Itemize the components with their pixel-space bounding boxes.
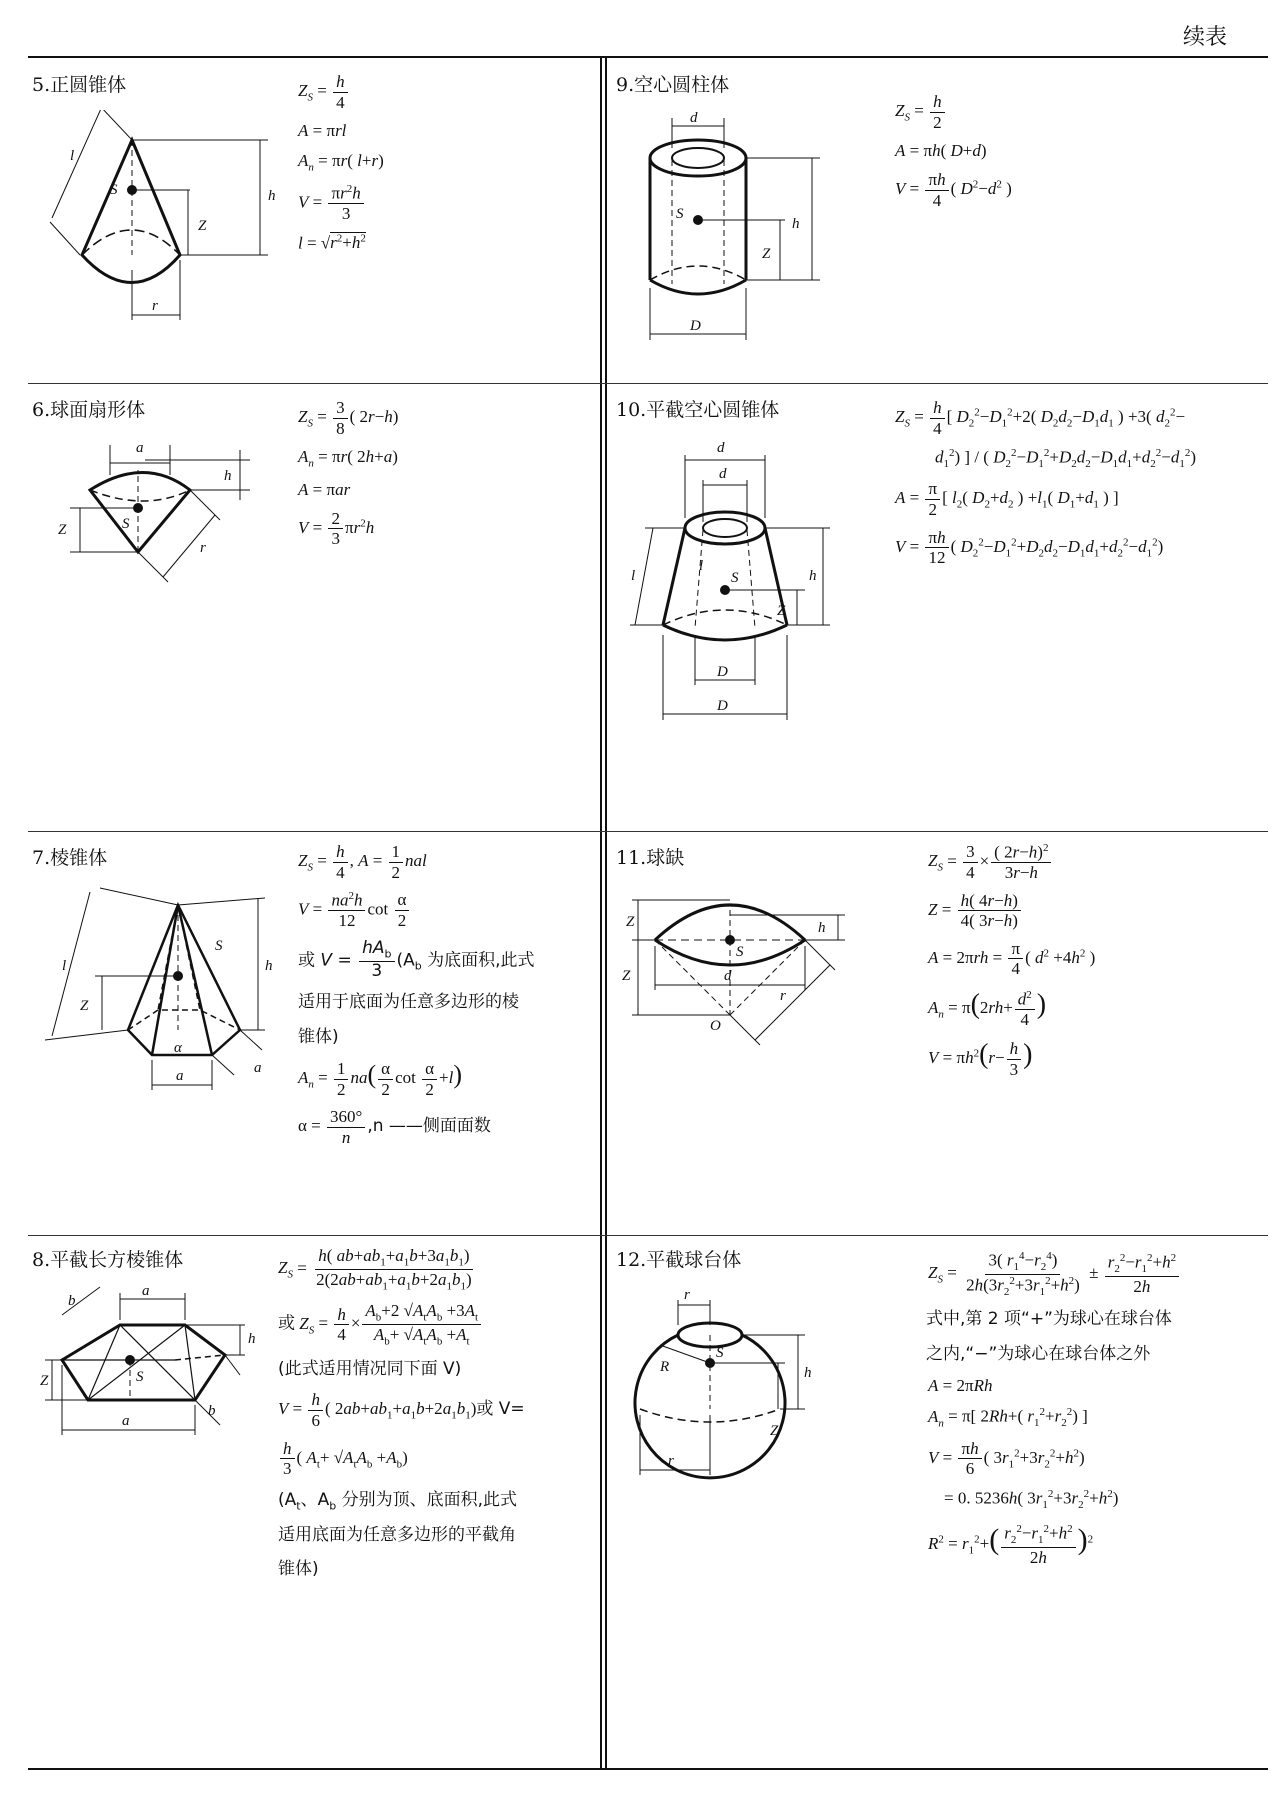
section-12-title: 12.平截球台体: [616, 1249, 742, 1271]
hollow-cone-label-d2: d: [717, 440, 725, 456]
zone-label-zs: Z: [770, 1423, 779, 1439]
section-8-formulas: $Z_S$ = $\frac{h( ab+ab_1+a_1b+3a_1b_1)}{2(2ab+ab_1+a_1b+2a_1b_1)}$ 或 $Z_S$ = $\frac{h}{4}$ × $\frac{A_b+2 √A_tA_b +3A_t}{A_b+ √A_tA_b +A_t}$ (此式适用情况同下面 V) V = $\frac{h}{6}$ ( $2ab+ab_1+a_1b+2a_1b_1$)或 V= $\frac{h}{3}$ ( $A_t+ √A_tA_b +A_b$) ($A_t$、$A_b$ 分别为顶、底面积,此式 适用底面为任意多边形的平截角 锥体): [278, 1246, 525, 1591]
pyramid-label-zs: Z: [80, 998, 89, 1014]
s8-note2b: 、A: [300, 1489, 330, 1510]
hollow-cyl-label-h: h: [792, 216, 800, 232]
frustum-label-s: S: [136, 1369, 144, 1385]
hollow-cone-label-D1: D: [717, 664, 728, 680]
cone-label-zs: Z: [198, 218, 207, 234]
row-divider-1: [28, 383, 1268, 384]
s8-note2a: (A: [278, 1489, 297, 1510]
section-6-title: 6.球面扇形体: [32, 399, 146, 421]
frustum-label-b: b: [208, 1403, 216, 1419]
s8-note2c: 分别为顶、底面积,此式: [341, 1489, 518, 1510]
section-11-formulas: $Z_S$ = $\frac{3}{4}$ × $\frac{( 2r-h)^2}{3r-h}$ Z = $\frac{h( 4r-h)}{4( 3r-h)}$ A = 2πrh = $\frac{\pi}{4}$ ( $d^2 +4h^2$ ) $A_n = \pi(2rh+$ $\frac{d^2}{4}$ ) $V = \pi h^2(r-$ $\frac{h}{3}$ ): [928, 842, 1096, 1079]
sector-label-h: h: [224, 468, 232, 484]
frustum-label-a: a: [122, 1413, 130, 1429]
frustum-label-b1: b: [68, 1293, 76, 1309]
section-7-title: 7.棱锥体: [32, 847, 108, 869]
rectangular-frustum-figure: [40, 1285, 270, 1465]
cone-label-s: S: [110, 182, 118, 198]
sector-label-r: r: [200, 540, 206, 556]
sector-label-zs: Z: [58, 522, 67, 538]
s7-note-a: (A: [396, 950, 415, 971]
section-5-formulas: $Z_S$ = $\frac{h}{4}$ A = πrl $A_n = \pi r$( l+r) V = $\frac{\pi r^2h}{3}$ $l = √r^2+h^2$: [298, 72, 384, 253]
hollow-cyl-label-D: D: [690, 318, 701, 334]
zone-label-s: S: [716, 1345, 724, 1361]
pyramid-label-alpha: α: [174, 1040, 182, 1056]
hollow-cone-label-D2: D: [717, 698, 728, 714]
spherical-cap-figure: [620, 880, 850, 1060]
s7-note-b: 为底面积,此式: [427, 950, 535, 971]
continued-label: 续表: [1182, 25, 1227, 50]
sector-label-s: S: [122, 516, 130, 532]
center-divider-left: [600, 58, 602, 1768]
cone-label-l: l: [70, 148, 75, 164]
section-5-title: 5.正圆锥体: [32, 74, 127, 96]
section-11-title: 11.球缺: [616, 847, 685, 869]
section-10-formulas: $Z_S$ = $\frac{h}{4}$ [ $D_2^2-D_1^2+2$( $D_2d_2-D_1d_1$ ) +3( $d_2^2-$ $d_1^2$) ] / ( $D_2^2-D_1^2+D_2d_2-D_1d_1+d_2^2-d_1^2$) A = $\frac{\pi}{2}$ [ $l_2$( $D_2+d_2$ ) $+l_1$( $D_1+d_1$ ) ] V = $\frac{\pi h}{12}$ ( $D_2^2-D_1^2+D_2d_2-D_1d_1+d_2^2-d_1^2$): [895, 398, 1196, 568]
s12-note1: 式中,第 2 项“+”为球心在球台体: [926, 1309, 1172, 1330]
section-12-formulas: $Z_S$ = $\frac{3( r_1^4-r_2^4)}{2h(3r_2^2+3r_1^2+h^2)}$ ± $\frac{r_2^2-r_1^2+h^2}{2h}$ 式中,第 2 项“+”为球心在球台体 之内,“−”为球心在球台体之外 A = 2πRh $A_n = \pi$[ 2Rh+( $r_1^2+r_2^2$) ] V = $\frac{\pi h}{6}$ ( $3r_1^2+3r_2^2+h^2$) = 0. 5236h( $3r_1^2+3r_2^2+h^2$) $R^2 = r_1^2+$( $\frac{r_2^2-r_1^2+h^2}{2h}$ )$^2$: [928, 1250, 1181, 1575]
hollow-cyl-label-zs: Z: [762, 246, 771, 262]
s8-or-v: 或 V=: [476, 1399, 525, 1420]
cap-label-z: Z: [626, 914, 635, 930]
zone-label-R: R: [660, 1359, 670, 1375]
hollow-cyl-label-s: S: [676, 206, 684, 222]
hollow-cyl-label-d: d: [690, 110, 698, 126]
spherical-zone-figure: [620, 1285, 820, 1485]
hollow-cone-label-d1: d: [719, 466, 727, 482]
s7-note-c: 适用于底面为任意多边形的棱: [298, 992, 519, 1013]
spherical-sector-figure: [50, 430, 270, 600]
hollow-cylinder-figure: [620, 108, 840, 348]
section-9-formulas: $Z_S$ = $\frac{h}{2}$ A = πh( D+d) V = $\frac{\pi h}{4}$ ( $D^2-d^2$ ): [895, 92, 1012, 210]
cap-label-zs: Z: [622, 968, 631, 984]
pyramid-figure: [40, 880, 290, 1110]
zone-label-h: h: [804, 1365, 812, 1381]
pyramid-label-s: S: [215, 938, 223, 954]
bottom-rule: [28, 1768, 1268, 1770]
hollow-cone-frustum-figure: [625, 430, 845, 730]
cap-label-o: O: [710, 1018, 721, 1034]
section-10-title: 10.平截空心圆锥体: [616, 399, 780, 421]
frustum-label-h: h: [248, 1331, 256, 1347]
pyramid-label-l: l: [62, 958, 67, 974]
zone-label-r2: r: [684, 1287, 690, 1303]
center-divider-right: [605, 58, 607, 1768]
pyramid-label-a-side: a: [254, 1060, 262, 1076]
section-8-title: 8.平截长方棱锥体: [32, 1249, 184, 1271]
hollow-cone-label-l2: l: [631, 568, 636, 584]
zone-label-r1: r: [668, 1453, 674, 1469]
pyramid-label-a-bottom: a: [176, 1068, 184, 1084]
s7-or-prefix: 或: [298, 950, 315, 971]
hollow-cone-label-h: h: [809, 568, 817, 584]
section-6-formulas: $Z_S$ = $\frac{3}{8}$ ( 2r−h) $A_n = \pi r$( 2h+a) A = πar V = $\frac{2}{3}$ $\pi r^2h$: [298, 398, 399, 549]
frustum-label-zs: Z: [40, 1373, 49, 1389]
s8-note2d: 适用底面为任意多边形的平截角: [278, 1525, 516, 1546]
pyramid-label-h: h: [265, 958, 273, 974]
hollow-cone-label-l1: l: [699, 558, 704, 574]
row-divider-3: [28, 1235, 1268, 1236]
s8-note2e: 锥体): [278, 1559, 319, 1580]
hollow-cone-label-s: S: [731, 570, 739, 586]
section-9-title: 9.空心圆柱体: [616, 74, 730, 96]
top-rule: [28, 56, 1268, 58]
cap-label-d: d: [724, 968, 732, 984]
hollow-cone-label-zs: Z: [777, 603, 786, 619]
s8-or-prefix: 或: [278, 1313, 295, 1334]
cap-label-s: S: [736, 944, 744, 960]
cap-label-h: h: [818, 920, 826, 936]
s7-alpha-tail: ,n ——侧面面数: [367, 1116, 491, 1137]
s7-note-d: 锥体): [298, 1026, 339, 1047]
cone-label-h: h: [268, 188, 276, 204]
cap-label-r: r: [780, 988, 786, 1004]
row-divider-2: [28, 831, 1268, 832]
s12-note2: 之内,“−”为球心在球台体之外: [926, 1343, 1151, 1364]
cone-figure: [40, 110, 290, 335]
cone-label-r: r: [152, 298, 158, 314]
s8-note1: (此式适用情况同下面 V): [278, 1359, 462, 1380]
section-7-formulas: $Z_S$ = $\frac{h}{4}$ , A = $\frac{1}{2}$ nal V = $\frac{na^2h}{12}$ cot $\frac{\alpha}{2}$ 或 V = $\frac{hA_b}{3}$ ($A_b$ 为底面积,此式 适用于底面为任意多边形的棱 锥体) $A_n$ = $\frac{1}{2}$ na( $\frac{\alpha}{2}$ cot $\frac{\alpha}{2}$ +l) α = $\frac{360^\circ}{n}$ ,n ——侧面面数: [298, 842, 535, 1147]
sector-label-a: a: [136, 440, 144, 456]
frustum-label-a1: a: [142, 1285, 150, 1299]
